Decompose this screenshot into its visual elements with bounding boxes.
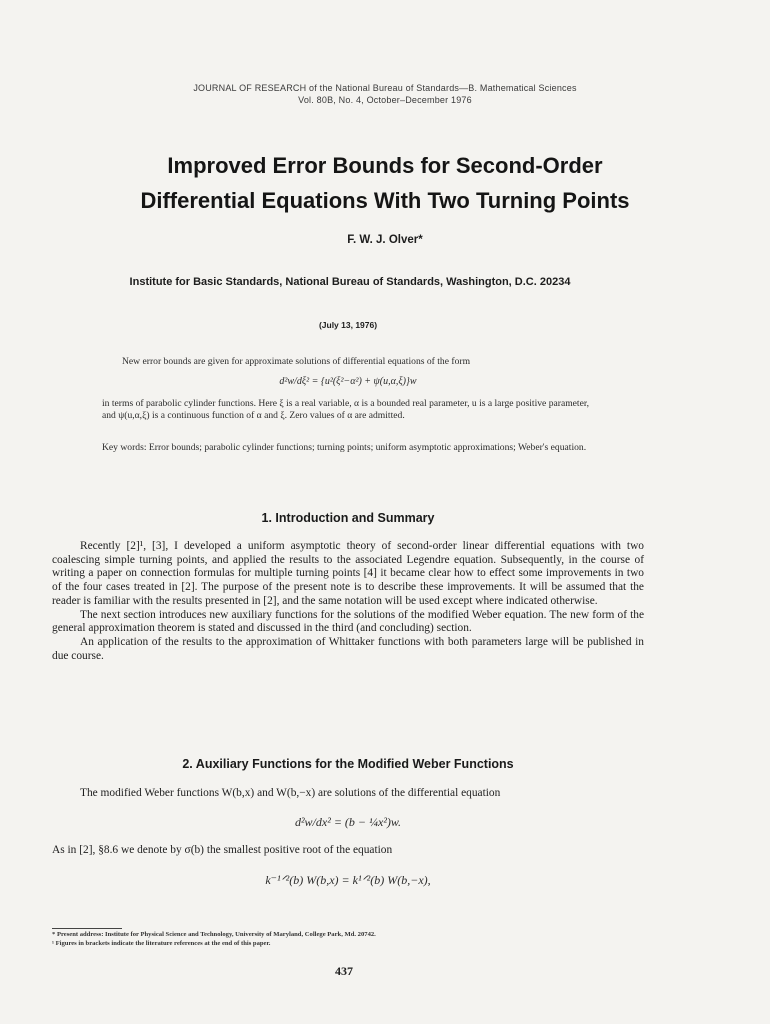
section-2-text-1: The modified Weber functions W(b,x) and W(b,−x) are solutions of the differential equation	[80, 787, 501, 799]
journal-line-2: Vol. 80B, No. 4, October–December 1976	[298, 95, 472, 105]
paper-title	[40, 148, 730, 218]
section-1-body	[52, 540, 644, 663]
abstract-intro: New error bounds are given for approximate solutions of differential equations of the form	[122, 356, 471, 367]
journal-header	[0, 82, 770, 106]
footnote-rule	[52, 928, 122, 929]
section-2-paragraph-2	[52, 844, 644, 858]
abstract-equation: d²w/dξ² = {u²(ξ²−α²) + ψ(u,α,ξ)}w	[279, 376, 417, 387]
section-2-equation-2: k⁻¹ᐟ²(b) W(b,x) = k¹ᐟ²(b) W(b,−x),	[265, 873, 431, 887]
section-2-text-2: As in [2], §8.6 we denote by σ(b) the smallest positive root of the equation	[52, 844, 393, 856]
section-1-paragraph-1: Recently [2]¹, [3], I developed a uniform asymptotic theory of second-order linear differential equations with two coalescing simple turning points, and applied the results to the associated Legendre equation. Subsequently, in the course of writing a paper on connection formulas for multiple turning points [4] it became clear how to effect some improvements in two of the four cases treated in [2]. The purpose of the present note is to describe these improvements. It will be assumed that the reader is familiar with the results presented in [2], and the same notation will be used except where indicated otherwise.	[52, 540, 644, 607]
section-1-paragraph-2: The next section introduces new auxiliary functions for the solutions of the modified Weber equation. The new form of the general approximation theorem is stated and discussed in the third (and concluding) section.	[52, 608, 644, 635]
date: (July 13, 1976)	[318, 320, 378, 330]
section-1-heading: 1. Introduction and Summary	[261, 511, 435, 525]
author: F. W. J. Olver*	[347, 234, 423, 246]
title-line-1: Improved Error Bounds for Second-Order	[167, 153, 603, 178]
keywords: Key words: Error bounds; parabolic cylinder functions; turning points; uniform asymptotic approximations; Weber's equation.	[102, 442, 587, 453]
section-2-equation-1: d²w/dx² = (b − ¼x²)w.	[294, 815, 402, 829]
institution: Institute for Basic Standards, National Bureau of Standards, Washington, D.C. 20234	[129, 276, 571, 288]
journal-line-1: JOURNAL OF RESEARCH of the National Bureau of Standards—B. Mathematical Sciences	[193, 83, 577, 93]
footnote-2: ¹ Figures in brackets indicate the literature references at the end of this paper.	[52, 940, 271, 947]
title-line-2: Differential Equations With Two Turning Points	[140, 188, 630, 213]
abstract-text: in terms of parabolic cylinder functions. Here ξ is a real variable, α is a bounded real parameter, u is a large positive parameter, and ψ(u,α,ξ) is a continuous function of α and ξ. Zero values of α are admitted.	[102, 398, 590, 421]
page-number: 437	[335, 964, 353, 978]
section-2-heading: 2. Auxiliary Functions for the Modified Weber Functions	[182, 757, 514, 771]
section-1-paragraph-3: An application of the results to the approximation of Whittaker functions with both parameters large will be published in due course.	[52, 635, 644, 662]
footnote-1: * Present address: Institute for Physical Science and Technology, University of Maryland, College Park, Md. 20742.	[52, 931, 376, 938]
section-2-paragraph-1	[52, 787, 644, 801]
